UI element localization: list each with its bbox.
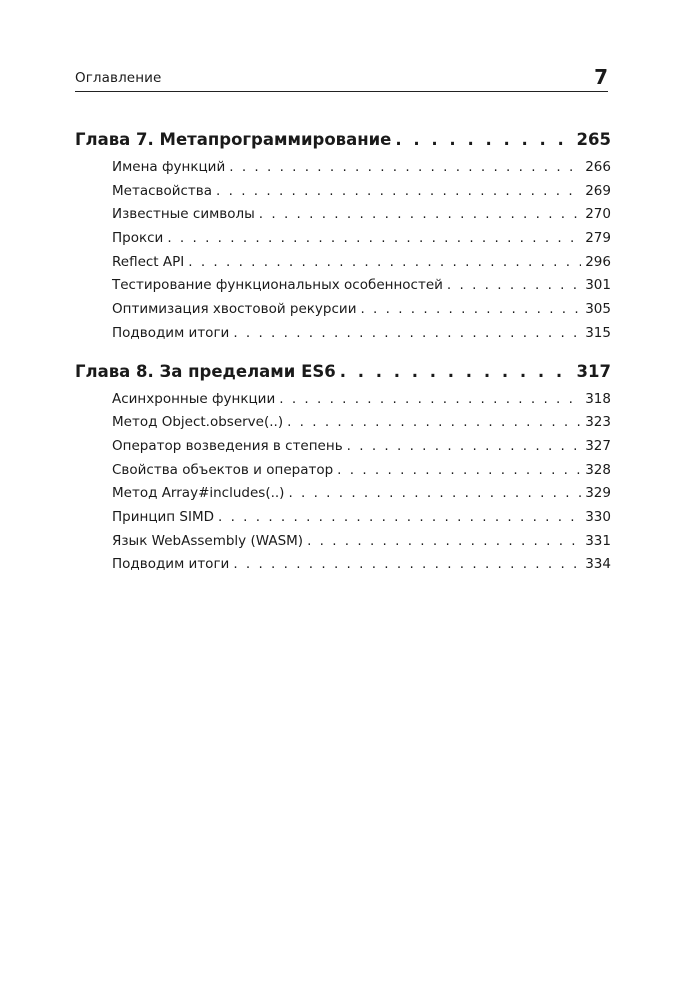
- dot-leader: [287, 411, 581, 435]
- dot-leader: [188, 251, 581, 275]
- toc-entry[interactable]: [75, 251, 611, 275]
- chapter-title: Глава 7. Метапрограммирование: [75, 130, 392, 149]
- entry-title: Метасвойства: [112, 182, 213, 199]
- toc-entry[interactable]: [75, 180, 611, 204]
- chapter-page: 265: [576, 130, 611, 149]
- toc-entry[interactable]: [75, 459, 611, 483]
- toc-entry[interactable]: [75, 388, 611, 412]
- chapter-8: [75, 356, 611, 578]
- entry-title: Reflect API: [112, 253, 185, 270]
- entry-title: Тестирование функциональных особенностей: [112, 277, 443, 294]
- entry-title: Свойства объектов и оператор: [112, 461, 334, 478]
- entry-title: Известные символы: [112, 206, 255, 223]
- entry-title: Асинхронные функции: [112, 390, 276, 407]
- page-number: 7: [594, 65, 608, 89]
- entry-page: 296: [585, 253, 611, 270]
- dot-leader: [233, 553, 581, 577]
- toc-entry[interactable]: [75, 482, 611, 506]
- dot-leader: [337, 459, 581, 483]
- toc-entry[interactable]: [75, 203, 611, 227]
- toc-entry[interactable]: [75, 553, 611, 577]
- table-of-contents: [75, 124, 611, 577]
- entry-page: 318: [585, 390, 611, 407]
- entry-page: 334: [585, 556, 611, 573]
- dot-leader: [216, 180, 581, 204]
- entry-page: 301: [585, 277, 611, 294]
- chapter-heading[interactable]: [75, 124, 611, 156]
- entry-page: 269: [585, 182, 611, 199]
- entry-title: Оптимизация хвостовой рекурсии: [112, 301, 357, 318]
- dot-leader: [218, 506, 581, 530]
- toc-entry[interactable]: [75, 156, 611, 180]
- dot-leader: [307, 530, 581, 554]
- toc-entry[interactable]: [75, 227, 611, 251]
- dot-leader: [259, 203, 581, 227]
- dot-leader: [347, 435, 582, 459]
- entry-page: 315: [585, 324, 611, 341]
- entry-page: 279: [585, 230, 611, 247]
- dot-leader: [395, 124, 572, 156]
- entry-title: Метод Object.observe(..): [112, 414, 284, 431]
- entry-page: 323: [585, 414, 611, 431]
- dot-leader: [167, 227, 581, 251]
- chapter-title: Глава 8. За пределами ES6: [75, 361, 336, 381]
- dot-leader: [279, 388, 581, 412]
- entry-page: 331: [585, 532, 611, 549]
- dot-leader: [288, 482, 581, 506]
- dot-leader: [447, 274, 581, 298]
- entry-title: Имена функций: [112, 159, 226, 175]
- toc-entry[interactable]: [75, 298, 611, 322]
- toc-entry[interactable]: [75, 530, 611, 554]
- chapter-page: 317: [576, 361, 611, 381]
- entry-page: 327: [585, 437, 611, 454]
- chapter-heading[interactable]: [75, 356, 611, 388]
- entry-page: 305: [585, 301, 611, 318]
- running-title: Оглавление: [75, 70, 162, 86]
- entry-page: 328: [585, 461, 611, 478]
- entry-title: Язык WebAssembly (WASM): [112, 532, 304, 549]
- entry-page: 329: [585, 485, 611, 502]
- entry-title: Прокси: [112, 230, 164, 247]
- toc-entry[interactable]: [75, 435, 611, 459]
- entry-page: 330: [585, 508, 611, 525]
- entry-page: 266: [585, 159, 611, 175]
- dot-leader: [229, 156, 581, 180]
- chapter-7: [75, 124, 611, 346]
- running-header: [75, 62, 608, 92]
- toc-entry[interactable]: [75, 411, 611, 435]
- dot-leader: [360, 298, 581, 322]
- header-rule: [75, 91, 608, 92]
- toc-entry[interactable]: [75, 506, 611, 530]
- entry-title: Оператор возведения в степень: [112, 437, 343, 454]
- entry-title: Подводим итоги: [112, 324, 230, 341]
- entry-title: Метод Array#includes(..): [112, 485, 285, 502]
- dot-leader: [233, 322, 581, 346]
- entry-title: Принцип SIMD: [112, 508, 214, 525]
- dot-leader: [340, 356, 573, 388]
- toc-entry[interactable]: [75, 322, 611, 346]
- toc-entry[interactable]: [75, 274, 611, 298]
- entry-title: Подводим итоги: [112, 556, 230, 573]
- entry-page: 270: [585, 206, 611, 223]
